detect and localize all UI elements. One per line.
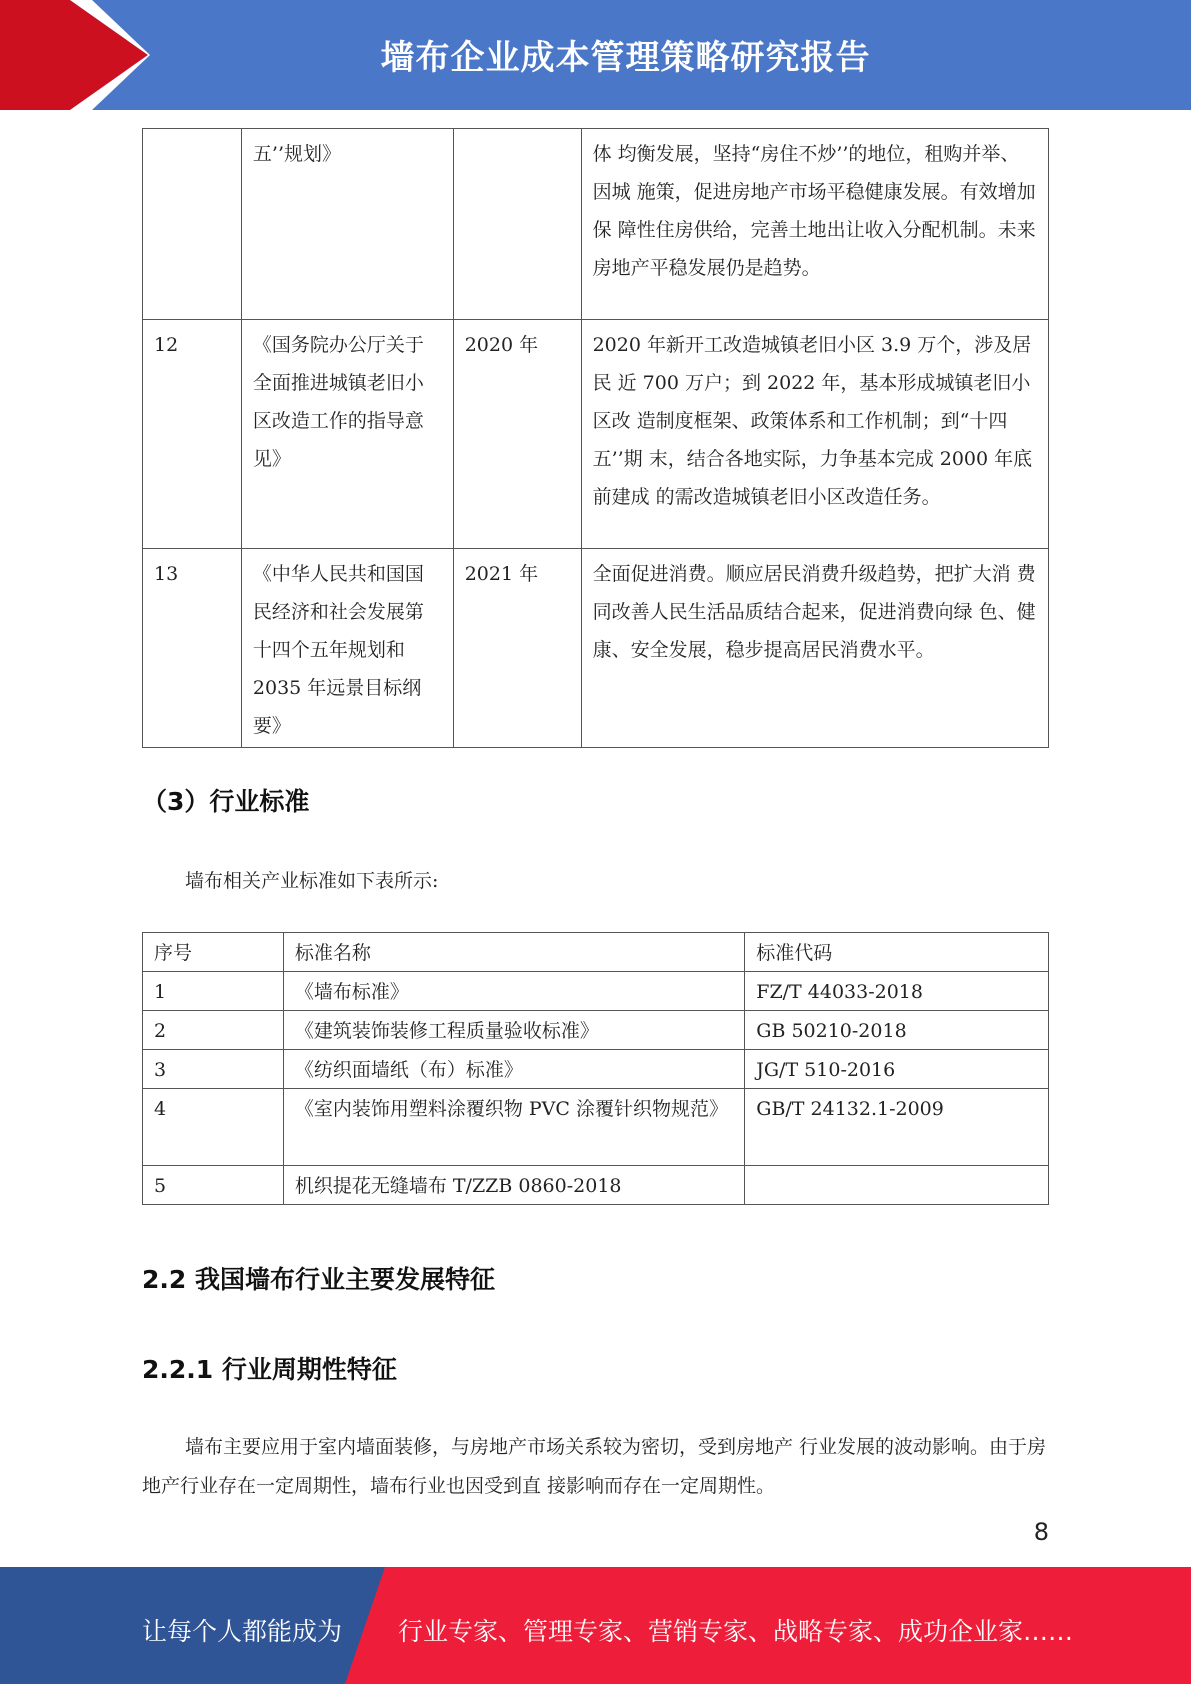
section-heading: （3）行业标准 — [142, 787, 310, 816]
cell-content: 体 均衡发展，坚持“房住不炒’’的地位，租购并举、因城 施策，促进房地产市场平稳健康发展。有效增加保 障性住房供给，完善土地出让收入分配机制。未来 房地产平稳发展仍是趋势。 — [581, 129, 1048, 320]
cell-no: 2 — [143, 1011, 284, 1050]
cell-content: 全面促进消费。顺应居民消费升级趋势，把扩大消 费同改善人民生活品质结合起来，促进消费向绿 色、健康、安全发展，稳步提高居民消费水平。 — [581, 549, 1048, 748]
cell-code: GB/T 24132.1-2009 — [745, 1089, 1049, 1166]
cell-code: GB 50210-2018 — [745, 1011, 1049, 1050]
footer-slogan-left: 让每个人都能成为 — [142, 1617, 343, 1646]
header-title: 墙布企业成本管理策略研究报告 — [380, 38, 871, 78]
cell-code: JG/T 510-2016 — [745, 1050, 1049, 1089]
cell-year: 2021 年 — [453, 549, 581, 748]
cell-year: 2020 年 — [453, 320, 581, 549]
cell-name: 机织提花无缝墙布 T/ZZB 0860-2018 — [283, 1166, 744, 1205]
cell-no: 3 — [143, 1050, 284, 1089]
body-paragraph: 墙布主要应用于室内墙面装修，与房地产市场关系较为密切，受到房地产 行业发展的波动影响。由于房地产行业存在一定周期性，墙布行业也因受到直 接影响而存在一定周期性。 — [142, 1436, 1047, 1497]
cell-name: 《室内装饰用塑料涂覆织物 PVC 涂覆针织物规范》 — [283, 1089, 744, 1166]
cell-code: FZ/T 44033-2018 — [745, 972, 1049, 1011]
cell-content: 2020 年新开工改造城镇老旧小区 3.9 万个，涉及居民 近 700 万户；到 2022 年，基本形成城镇老旧小区改 造制度框架、政策体系和工作机制；到“十四五’’期 末，结合各地实际，力争基本完成 2000 年底前建成 的需改造城镇老旧小区改造任务。 — [581, 320, 1048, 549]
section-intro: 墙布相关产业标准如下表所示: — [185, 870, 439, 892]
cell-no: 12 — [143, 320, 242, 549]
page-header — [0, 0, 1191, 110]
cell-name: 《国务院办公厅关于全面推进城镇老旧小区改造工作的指导意见》 — [241, 320, 453, 549]
policy-table — [142, 128, 1049, 748]
table-row — [143, 1089, 1049, 1166]
cell-no: 1 — [143, 972, 284, 1011]
column-header: 标准名称 — [283, 933, 744, 972]
table-row — [143, 1011, 1049, 1050]
cell-no: 4 — [143, 1089, 284, 1166]
table-row — [143, 320, 1049, 549]
page-footer — [0, 1567, 1191, 1684]
cell-name: 五’’规划》 — [241, 129, 453, 320]
standards-table — [142, 932, 1049, 1205]
table-row — [143, 1050, 1049, 1089]
cell-no — [143, 129, 242, 320]
cell-name: 《墙布标准》 — [283, 972, 744, 1011]
cell-year — [453, 129, 581, 320]
table-header-row — [143, 933, 1049, 972]
cell-code — [745, 1166, 1049, 1205]
cell-no: 5 — [143, 1166, 284, 1205]
column-header: 标准代码 — [745, 933, 1049, 972]
cell-name: 《建筑装饰装修工程质量验收标准》 — [283, 1011, 744, 1050]
column-header: 序号 — [143, 933, 284, 972]
table-row — [143, 549, 1049, 748]
footer-slogan-right: 行业专家、管理专家、营销专家、战略专家、成功企业家…… — [398, 1617, 1074, 1646]
cell-name: 《中华人民共和国国民经济和社会发展第十四个五年规划和 2035 年远景目标纲要》 — [241, 549, 453, 748]
subsection-heading: 2.2.1 行业周期性特征 — [142, 1355, 397, 1384]
cell-name: 《纺织面墙纸（布）标准》 — [283, 1050, 744, 1089]
section-heading: 2.2 我国墙布行业主要发展特征 — [142, 1265, 495, 1294]
table-row — [143, 1166, 1049, 1205]
cell-no: 13 — [143, 549, 242, 748]
table-row — [143, 972, 1049, 1011]
page-number: 8 — [1033, 1518, 1049, 1546]
table-row — [143, 129, 1049, 320]
